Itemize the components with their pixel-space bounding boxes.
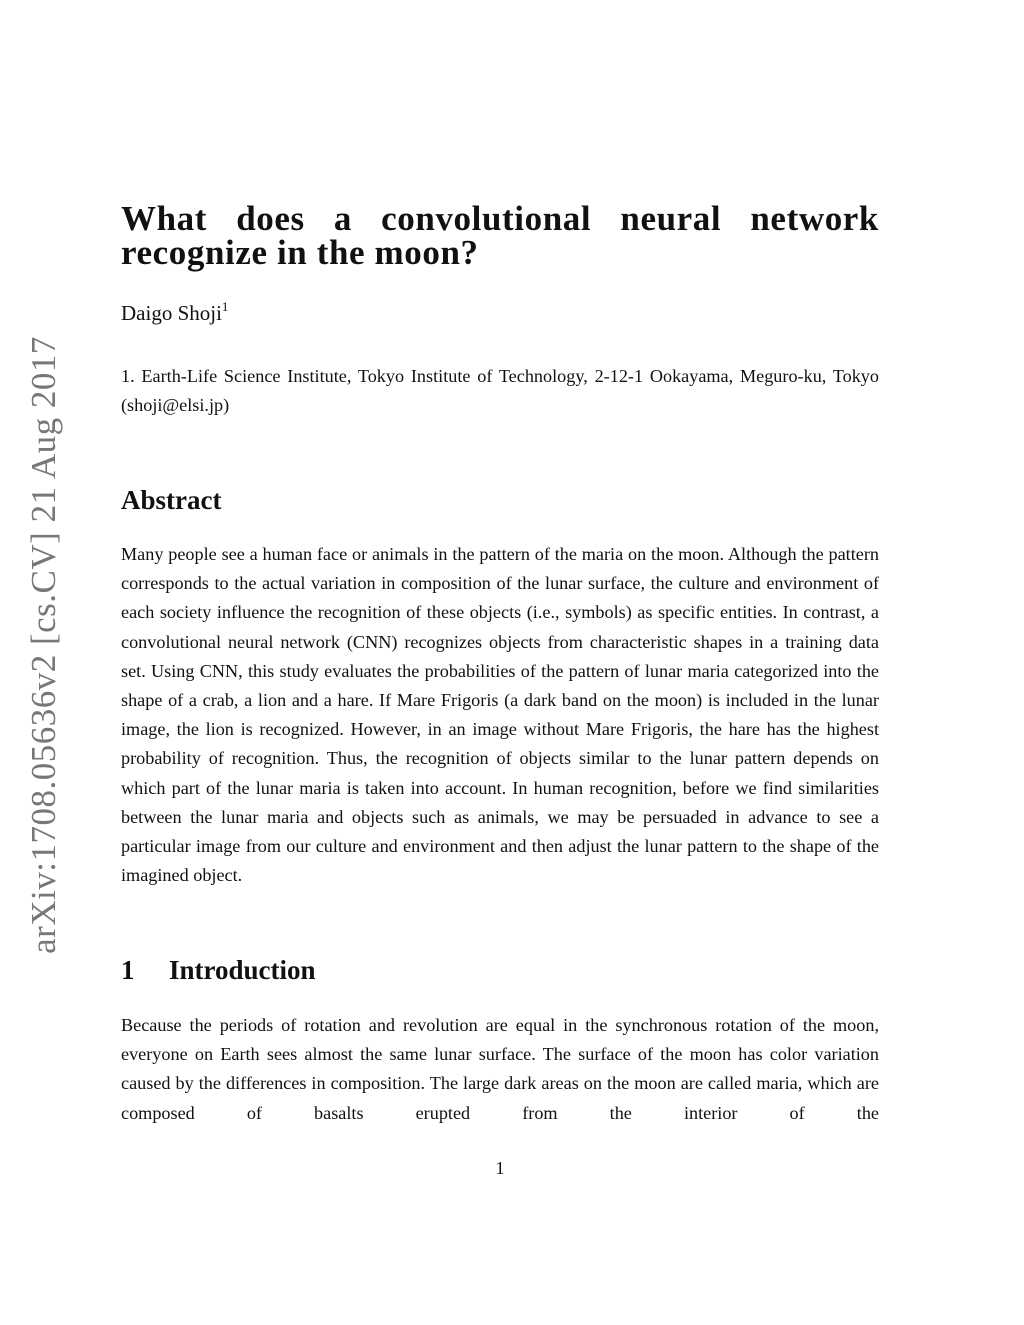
section-title: Introduction: [169, 955, 316, 985]
abstract-paragraph: Many people see a human face or animals in the pattern of the maria on the moon. Although the pattern corresponds to the actual variation in composition of the lunar surface, the culture and environment of each society influence the recognition of these objects (i.e., symbols) as specific entities. In contrast, a convolutional neural network (CNN) recognizes objects from characteristic shapes in a training data set. Using CNN, this study evaluates the probabilities of the pattern of lunar maria categorized into the shape of a crab, a lion and a hare. If Mare Frigoris (a dark band on the moon) is included in the lunar image, the lion is recognized. However, in an image without Mare Frigoris, the hare has the highest probability of recognition. Thus, the recognition of objects similar to the lunar pattern depends on which part of the lunar maria is taken into account. In human recognition, before we find similarities between the lunar maria and objects such as animals, we may be persuaded in advance to see a particular image from our culture and environment and then adjust the lunar pattern to the shape of the imagined object.: [121, 544, 879, 886]
paper-title-line-2: recognize in the moon?: [121, 233, 479, 272]
section-number: 1: [121, 955, 135, 985]
page-number: 1: [495, 1158, 505, 1178]
author-affiliation-mark: 1: [221, 299, 229, 314]
paper-title-line-1: What does a convolutional neural network: [121, 199, 879, 238]
author-affiliation: 1. Earth-Life Science Institute, Tokyo Institute of Technology, 2-12-1 Ookayama, Meguro-ku, Tokyo (shoji@elsi.jp): [121, 366, 879, 415]
arxiv-identifier-text: arXiv:1708.05636v2 [cs.CV] 21 Aug 2017: [24, 336, 63, 954]
section-heading-introduction: [121, 955, 316, 986]
paper-title: [121, 199, 879, 272]
introduction-paragraph: Because the periods of rotation and revolution are equal in the synchronous rotation of the moon, everyone on Earth sees almost the same lunar surface. The surface of the moon has color variation caused by the differences in composition. The large dark areas on the moon are called maria, which are composed of basalts erupted from the interior of the: [121, 1015, 879, 1123]
author-name: Daigo Shoji: [121, 301, 222, 325]
author-line: [121, 301, 228, 326]
abstract-heading: Abstract: [121, 485, 222, 515]
